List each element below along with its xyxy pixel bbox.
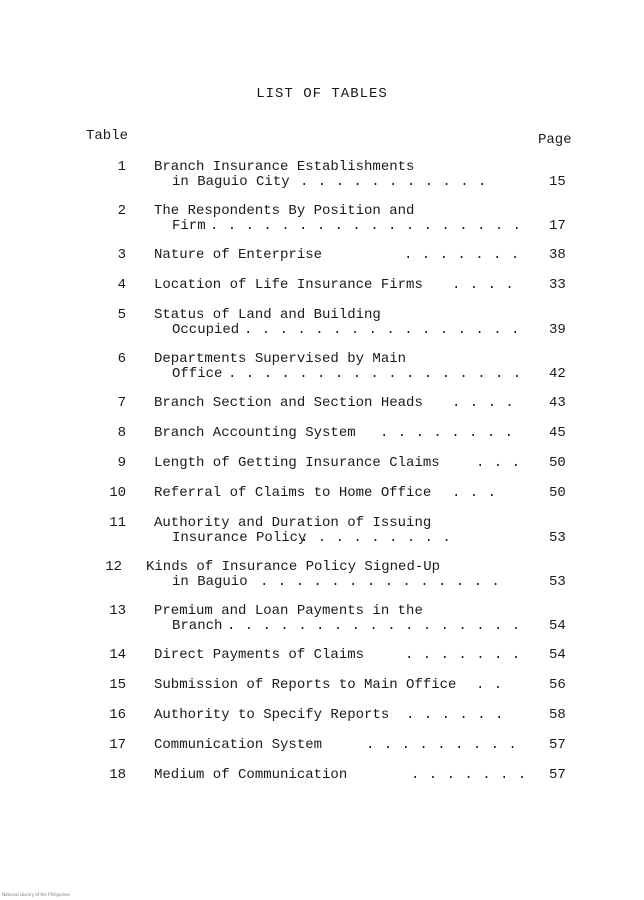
table-title: Branch Section and Section Heads bbox=[154, 395, 423, 411]
page-number: 33 bbox=[549, 277, 566, 293]
dot-leader: . . . . . . . . bbox=[380, 425, 514, 441]
footer-note: National Library of the Philippines bbox=[2, 892, 70, 897]
table-title: Departments Supervised by Main bbox=[154, 351, 407, 367]
table-number: 14 bbox=[109, 647, 126, 663]
dot-leader: . . bbox=[476, 677, 503, 693]
column-header-page: Page bbox=[538, 132, 572, 148]
dot-leader: . . . . . . . . . . . . . . . . . bbox=[228, 366, 522, 382]
page-number: 56 bbox=[549, 677, 566, 693]
table-number: 10 bbox=[109, 485, 126, 501]
table-title: Submission of Reports to Main Office bbox=[154, 677, 457, 693]
dot-leader: . . . . . . . . . bbox=[300, 530, 452, 546]
page-number: 58 bbox=[549, 707, 566, 723]
table-number: 8 bbox=[117, 425, 126, 441]
page-number: 17 bbox=[549, 218, 566, 234]
page-number: 50 bbox=[549, 485, 566, 501]
table-title-continued: Office bbox=[172, 366, 223, 382]
table-title: Referral of Claims to Home Office bbox=[154, 485, 432, 501]
page-number: 45 bbox=[549, 425, 566, 441]
dot-leader: . . . . . . bbox=[406, 707, 504, 723]
dot-leader: . . . . . . . bbox=[405, 647, 521, 663]
page-number: 57 bbox=[549, 767, 566, 783]
table-title: Kinds of Insurance Policy Signed-Up bbox=[146, 559, 441, 575]
dot-leader: . . . . . . . . . . . bbox=[300, 174, 487, 190]
table-number: 2 bbox=[117, 203, 126, 219]
page-number: 39 bbox=[549, 322, 566, 338]
page-number: 15 bbox=[549, 174, 566, 190]
column-header-table: Table bbox=[86, 128, 129, 144]
table-title: The Respondents By Position and bbox=[154, 203, 415, 219]
table-number: 7 bbox=[117, 395, 126, 411]
table-number: 3 bbox=[117, 247, 126, 263]
table-title: Length of Getting Insurance Claims bbox=[154, 455, 440, 471]
dot-leader: . . . . . . . . . . . . . . . . . bbox=[227, 618, 521, 634]
page-number: 43 bbox=[549, 395, 566, 411]
table-title-continued: Insurance Policy bbox=[172, 530, 307, 546]
table-number: 4 bbox=[117, 277, 126, 293]
page-number: 57 bbox=[549, 737, 566, 753]
table-number: 1 bbox=[117, 159, 126, 175]
table-title: Medium of Communication bbox=[154, 767, 348, 783]
dot-leader: . . . . bbox=[452, 395, 515, 411]
table-number: 12 bbox=[105, 559, 122, 575]
table-number: 18 bbox=[109, 767, 126, 783]
dot-leader: . . . . bbox=[452, 277, 515, 293]
table-title: Location of Life Insurance Firms bbox=[154, 277, 423, 293]
dot-leader: . . . . . . . . . . . . . . . . bbox=[244, 322, 520, 338]
page-number: 53 bbox=[549, 530, 566, 546]
dot-leader: . . . . . . . bbox=[411, 767, 527, 783]
page-number: 54 bbox=[549, 647, 566, 663]
table-number: 11 bbox=[109, 515, 126, 531]
dot-leader: . . . bbox=[452, 485, 497, 501]
table-title-continued: Firm bbox=[172, 218, 206, 234]
table-number: 17 bbox=[109, 737, 126, 753]
table-title: Direct Payments of Claims bbox=[154, 647, 365, 663]
table-title: Status of Land and Building bbox=[154, 307, 381, 323]
dot-leader: . . . . . . . . . . . . . . bbox=[260, 574, 501, 590]
dot-leader: . . . . . . . bbox=[404, 247, 520, 263]
table-number: 6 bbox=[117, 351, 126, 367]
table-title: Authority and Duration of Issuing bbox=[154, 515, 432, 531]
table-title-continued: Branch bbox=[172, 618, 223, 634]
page-number: 38 bbox=[549, 247, 566, 263]
page-number: 53 bbox=[549, 574, 566, 590]
table-number: 15 bbox=[109, 677, 126, 693]
dot-leader: . . . bbox=[476, 455, 521, 471]
page-number: 50 bbox=[549, 455, 566, 471]
table-title: Communication System bbox=[154, 737, 323, 753]
table-number: 13 bbox=[109, 603, 126, 619]
table-title: Premium and Loan Payments in the bbox=[154, 603, 423, 619]
table-number: 9 bbox=[117, 455, 126, 471]
table-title: Authority to Specify Reports bbox=[154, 707, 390, 723]
table-title: Branch Accounting System bbox=[154, 425, 356, 441]
dot-leader: . . . . . . . . . bbox=[366, 737, 518, 753]
table-number: 5 bbox=[117, 307, 126, 323]
table-number: 16 bbox=[109, 707, 126, 723]
page-number: 54 bbox=[549, 618, 566, 634]
table-title: Nature of Enterprise bbox=[154, 247, 323, 263]
table-title-continued: in Baguio City bbox=[172, 174, 290, 190]
table-title-continued: in Baguio bbox=[172, 574, 248, 590]
dot-leader: . . . . . . . . . . . . . . . . . . bbox=[210, 218, 522, 234]
page-title: LIST OF TABLES bbox=[256, 86, 388, 102]
table-title: Branch Insurance Establishments bbox=[154, 159, 415, 175]
table-title-continued: Occupied bbox=[172, 322, 240, 338]
page-number: 42 bbox=[549, 366, 566, 382]
